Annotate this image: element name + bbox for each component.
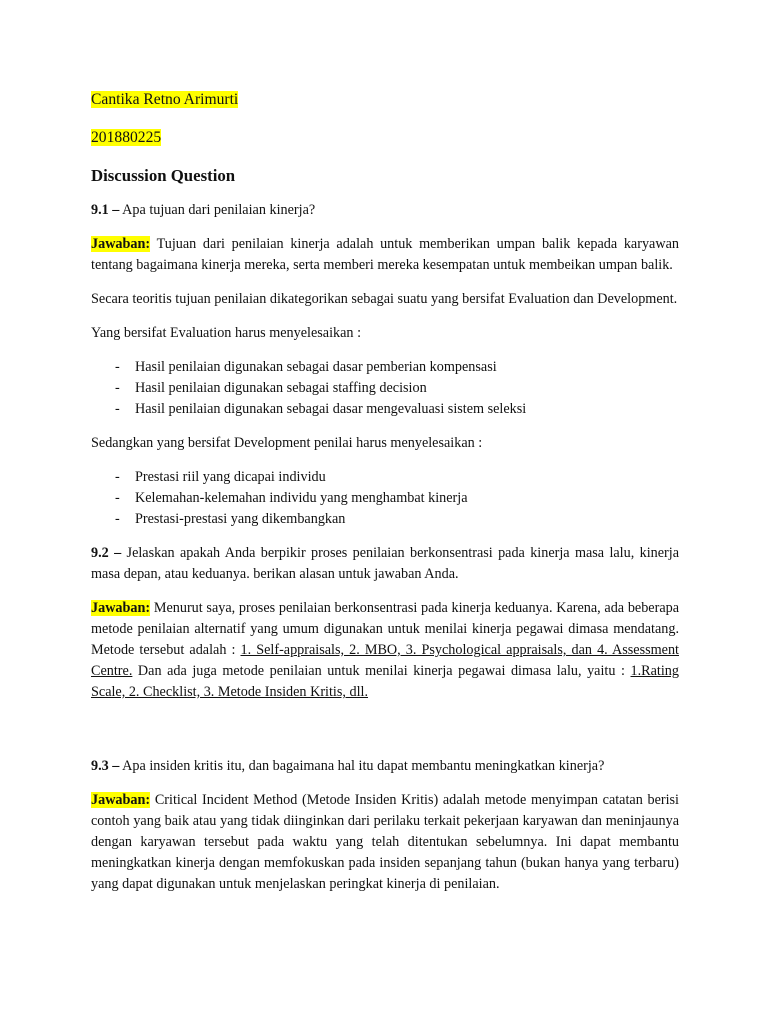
student-name: Cantika Retno Arimurti xyxy=(91,91,239,108)
question-text: Jelaskan apakah Anda berpikir proses penilaian berkonsentrasi pada kinerja masa lalu, kinerja masa depan, atau keduanya. berikan alasan untuk jawaban Anda. xyxy=(91,545,680,582)
question-9-3 xyxy=(91,756,679,777)
answer-label: Jawaban: xyxy=(91,792,151,808)
evaluation-intro: Yang bersifat Evaluation harus menyelesaikan : xyxy=(91,325,362,341)
answer-9-1 xyxy=(91,234,679,276)
section-heading: Discussion Question xyxy=(91,166,236,185)
list-item: - Hasil penilaian digunakan sebagai dasar pemberian kompensasi xyxy=(115,359,497,375)
student-id: 201880225 xyxy=(91,129,162,146)
question-text: Apa tujuan dari penilaian kinerja? xyxy=(122,202,316,218)
answer-text: Tujuan dari penilaian kinerja adalah untuk memberikan umpan balik kepada karyawan tentang bagaimana kinerja mereka, serta memberi mereka kesempatan untuk membeikan umpan balik. xyxy=(91,236,679,273)
question-9-1 xyxy=(91,200,679,221)
spacer xyxy=(91,716,679,756)
answer-9-2: Jawaban: Menurut saya, proses penilaian berkonsentrasi pada kinerja keduanya. Karena, ada beberapa metode penilaian alternatif yang umum digunakan untuk menilai kinerja pegawai dimasa mendatang. Metode tersebut adalah : 1. Self-appraisals, 2. MBO, 3. Psychological appraisals, dan 4. Assessment Centre. Dan ada juga metode penilaian untuk menilai kinerja pegawai dimasa lalu, yaitu : 1.Rating Scale, 2. Checklist, 3. Metode Insiden Kritis, dll. xyxy=(91,600,680,700)
answer-text: Critical Incident Method (Metode Insiden Kritis) adalah metode menyimpan catatan berisi contoh yang baik atau yang tidak diinginkan dari perilaku terkait pekerjaan karyawan dan meninjaunya dengan karyawan tersebut pada waktu yang telah ditentukan sebelumnya. Ini dapat membantu meningkatkan kinerja dengan memfokuskan pada insiden sepanjang tahun (bukan hanya yang terbaru) yang dapat digunakan untuk menjelaskan peringkat kinerja di penilaian. xyxy=(91,792,680,892)
development-list xyxy=(91,467,679,530)
answer-label: Jawaban: xyxy=(91,600,151,616)
past-methods-list: 1.Rating Scale, 2. Checklist, 3. Metode Insiden Kritis, dll. xyxy=(91,663,679,700)
question-number: 9.3 – xyxy=(91,758,120,774)
answer-label: Jawaban: xyxy=(91,236,151,252)
future-methods-list: 1. Self-appraisals, 2. MBO, 3. Psychological appraisals, dan 4. Assessment Centre. xyxy=(91,642,679,679)
list-item: - Kelemahan-kelemahan individu yang menghambat kinerja xyxy=(115,490,468,506)
development-intro: Sedangkan yang bersifat Development penilai harus menyelesaikan : xyxy=(91,435,483,451)
purpose-paragraph: Secara teoritis tujuan penilaian dikategorikan sebagai suatu yang bersifat Evaluation dan Development. xyxy=(91,291,678,307)
list-item: - Hasil penilaian digunakan sebagai staffing decision xyxy=(115,380,427,396)
list-item: - Prestasi riil yang dicapai individu xyxy=(115,469,326,485)
evaluation-list xyxy=(91,357,679,420)
question-number: 9.2 – xyxy=(91,545,122,561)
list-item: - Prestasi-prestasi yang dikembangkan xyxy=(115,511,346,527)
list-item: - Hasil penilaian digunakan sebagai dasar mengevaluasi sistem seleksi xyxy=(115,401,527,417)
document-body xyxy=(91,90,679,908)
answer-9-3 xyxy=(91,790,679,895)
question-number: 9.1 – xyxy=(91,202,120,218)
question-text: Apa insiden kritis itu, dan bagaimana hal itu dapat membantu meningkatkan kinerja? xyxy=(122,758,605,774)
question-9-2 xyxy=(91,543,679,585)
